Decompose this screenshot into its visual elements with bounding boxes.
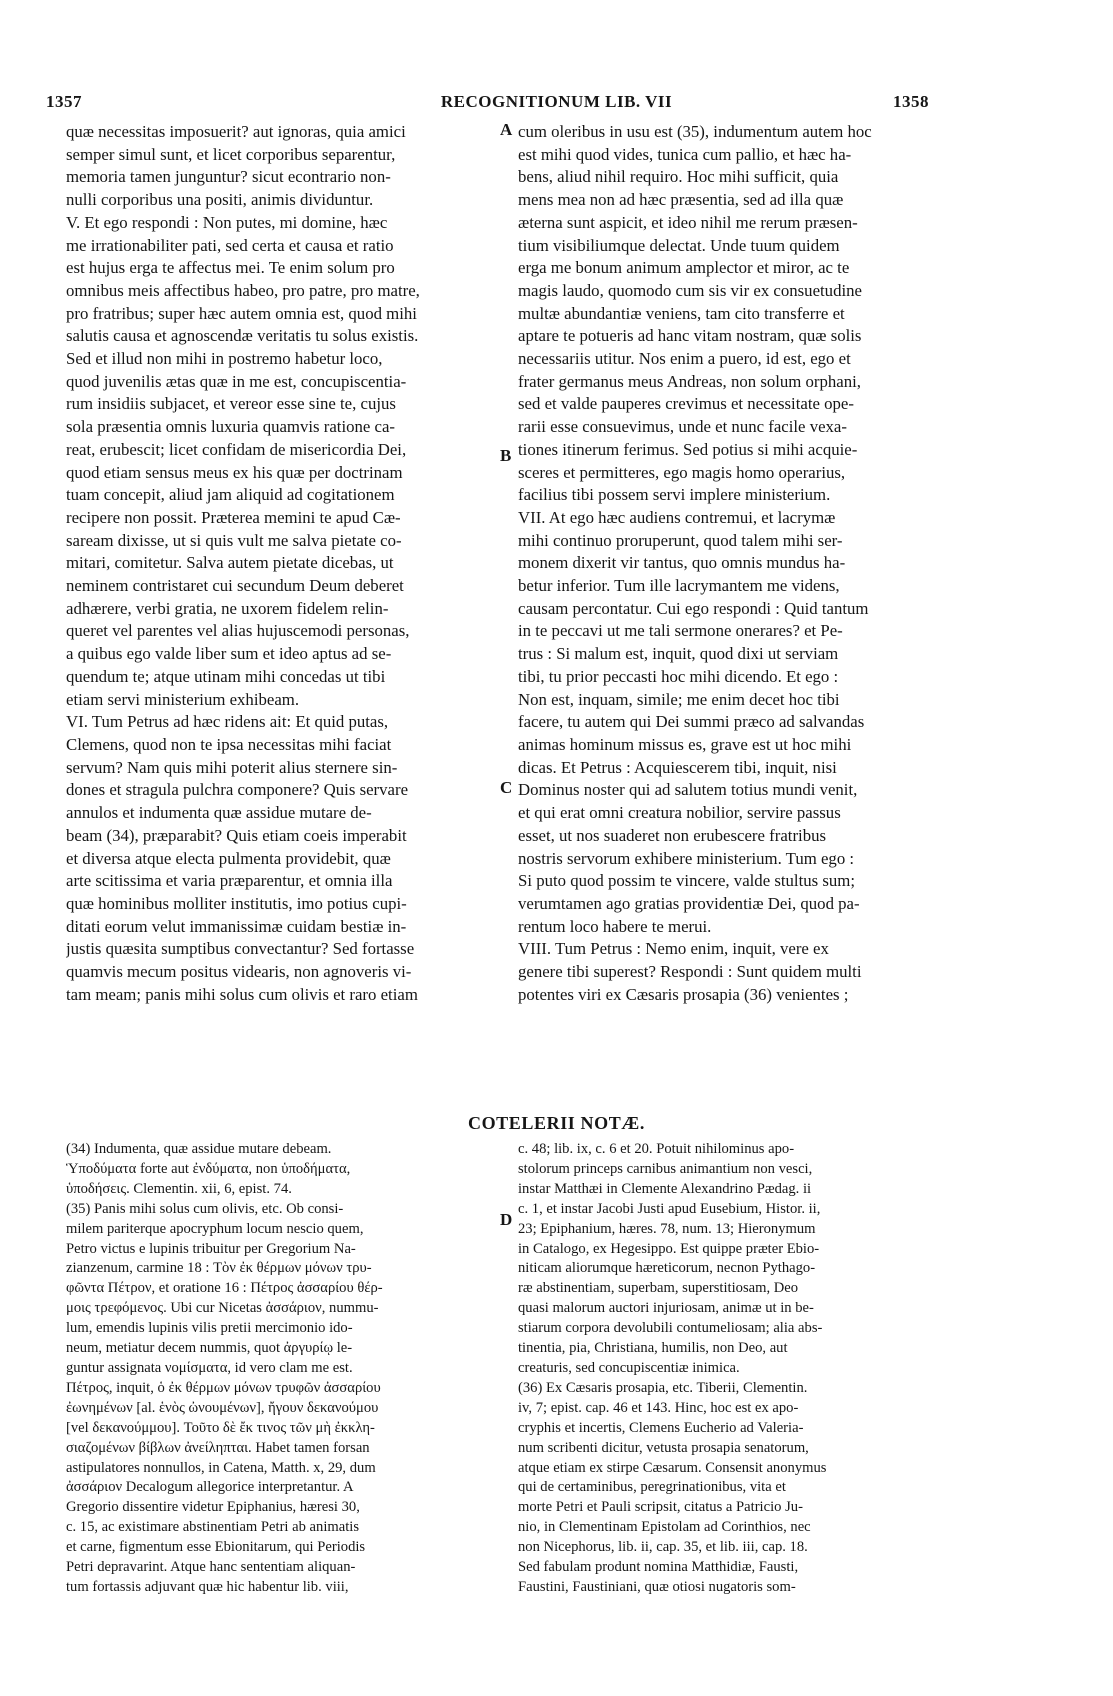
right-text-column [518, 121, 962, 1006]
note-line: ὑποδήσεις. Clementin. xii, 6, epist. 74. [66, 1180, 292, 1197]
note-line: stiarum corpora devolubili contumeliosam; alia abs- [518, 1320, 823, 1337]
text-line: semper simul sunt, et licet corporibus separentur, [66, 144, 396, 164]
text-line: a quibus ego valde liber sum et ideo aptus ad se- [66, 644, 392, 664]
text-line: justis quæsita sumptibus convectantur? Sed fortasse [66, 939, 415, 959]
note-line: Ὑποδύματα forte aut ἐνδύματα, non ὑποδήματα, [66, 1160, 351, 1177]
note-line: stolorum princeps carnibus animantium non vesci, [518, 1160, 813, 1177]
note-line: c. 1, et instar Jacobi Justi apud Eusebium, Histor. ii, [518, 1200, 821, 1217]
text-line: nostris servorum exhibere ministerium. Tum ego : [518, 848, 855, 868]
text-line: causam percontatur. Cui ego respondi : Quid tantum [518, 598, 869, 618]
text-line: frater germanus meus Andreas, non solum orphani, [518, 371, 861, 391]
text-line: etiam servi ministerium exhibeam. [66, 689, 300, 709]
note-line: neum, metiatur decem nummis, quot ἀργυρίῳ le- [66, 1340, 353, 1357]
note-line: (36) Ex Cæsaris prosapia, etc. Tiberii, Clementin. [518, 1379, 808, 1396]
text-line: tibi, tu prior peccasti hoc mihi dicendo. Et ego : [518, 666, 839, 686]
note-line: nio, in Clementinam Epistolam ad Corinthios, nec [518, 1519, 811, 1536]
section-marker-a: A [500, 120, 513, 139]
text-line: mitari, comitetur. Salva autem pietate dicebas, ut [66, 553, 394, 573]
text-line: queret vel parentes vel alias hujuscemodi personas, [66, 621, 410, 641]
note-line: ἀσσάριον Decalogum allegorice interpretantur. A [66, 1479, 354, 1496]
text-line: tium visibiliumque delectat. Unde tuum quidem [518, 235, 840, 255]
text-line: verumtamen ago gratias providentiæ Dei, quod pa- [518, 893, 860, 913]
text-line: annulos et indumenta quæ assidue mutare de- [66, 803, 372, 823]
note-line: milem pariterque apocryphum locum nescio quem, [66, 1220, 364, 1237]
note-line: non Nicephorus, lib. ii, cap. 35, et lib. iii, cap. 18. [518, 1539, 808, 1556]
text-line: arte scitissima et varia præparentur, et omnia illa [66, 871, 393, 891]
text-line: sceres et permitteres, ego magis homo operarius, [518, 462, 846, 482]
text-line: VII. At ego hæc audiens contremui, et lacrymæ [518, 507, 836, 527]
section-marker-c: C [500, 778, 513, 797]
text-line: facere, tu autem qui Dei summi præco ad salvandas [518, 712, 865, 732]
note-line: c. 48; lib. ix, c. 6 et 20. Potuit nihilominus apo- [518, 1141, 795, 1157]
left-text-column [66, 121, 492, 1006]
text-line: necessariis utitur. Nos enim a puero, id est, ego et [518, 349, 851, 369]
note-line: in Catalogo, ex Hegesippo. Est quippe præter Ebio- [518, 1240, 820, 1257]
text-line: mens mea non ad hæc præsentia, sed ad illa quæ [518, 190, 844, 210]
note-line: qui de certaminibus, peregrinationibus, vita et [518, 1479, 786, 1496]
text-line: servum? Nam quis mihi poterit alius sternere sin- [66, 757, 398, 777]
text-line: sola præsentia omnis luxuria quamvis ratione ca- [66, 417, 396, 437]
text-line: et diversa atque electa pulmenta providebit, quæ [66, 848, 391, 868]
text-line: quod etiam sensus meus ex his quæ per doctrinam [66, 462, 403, 482]
text-line: reat, erubescit; licet confidam de misericordia Dei, [66, 439, 407, 459]
note-line: quasi malorum auctori injuriosam, animæ ut in be- [518, 1300, 814, 1317]
note-line: zianzenum, carmine 18 : Τὸν ἐκ θέρμων μόνων τρυ- [66, 1260, 372, 1277]
text-line: æterna sunt aspicit, et ideo nihil me rerum præsen- [518, 212, 858, 232]
note-line: atque etiam ex stirpe Cæsarum. Consensit anonymus [518, 1459, 827, 1476]
text-line: tiones itinerum ferimus. Sed potius si mihi acquie- [518, 439, 858, 459]
note-line: tum fortassis adjuvant quæ hic habentur lib. viii, [66, 1578, 349, 1595]
note-line: morte Petri et Pauli scripsit, citatus a Patricio Ju- [518, 1499, 803, 1516]
note-line: niticam aliorumque hæreticorum, necnon Pythago- [518, 1260, 816, 1277]
text-line: genere tibi superest? Respondi : Sunt quidem multi [518, 962, 862, 982]
notes-heading: COTELERII NOTÆ. [467, 1113, 646, 1133]
text-line: Clemens, quod non te ipsa necessitas mihi faciat [66, 734, 392, 754]
text-line: magis laudo, quomodo cum sis vir ex consuetudine [518, 280, 862, 300]
text-line: VI. Tum Petrus ad hæc ridens ait: Et quid putas, [66, 712, 389, 732]
text-line: omnibus meis affectibus habeo, pro patre, pro matre, [66, 280, 420, 300]
text-line: quod juvenilis ætas quæ in me est, concupiscentia- [66, 371, 407, 391]
note-line: ræ abstinentiam, superbam, superstitiosam, Deo [518, 1280, 799, 1297]
text-line: bens, aliud nihil requiro. Hoc mihi sufficit, quia [518, 167, 839, 187]
text-line: Sed et illud non mihi in postremo habetur loco, [66, 349, 383, 369]
text-line: aptare te potueris ad hanc vitam nostram, quæ solis [518, 326, 862, 346]
note-line: lum, emendis lupinis vilis pretii mercimonio ido- [66, 1320, 353, 1337]
note-line: Gregorio dissentire videtur Epiphanius, hæresi 30, [66, 1499, 360, 1516]
note-line: c. 15, ac existimare abstinentiam Petri ab animatis [66, 1519, 360, 1536]
text-line: rarii esse consuevimus, unde et nunc facile vexa- [518, 417, 847, 437]
note-line: tinentia, pia, Christiana, humilis, non Deo, aut [518, 1340, 788, 1357]
text-line: Si puto quod possim te vincere, valde stultus sum; [518, 871, 856, 891]
text-line: facilius tibi possem servi implere ministerium. [518, 485, 831, 505]
text-line: erga me bonum animum amplector et miror, ac te [518, 258, 850, 278]
text-line: betur inferior. Tum ille lacrymantem me videns, [518, 576, 840, 596]
note-line: σιαζομένων βίβλων ἀνείληπται. Habet tamen forsan [66, 1439, 370, 1456]
page-number-left: 1357 [46, 92, 82, 111]
note-line: [vel δεκανούμμου]. Τοῦτο δὲ ἔκ τινος τῶν μὴ ἐκκλη- [66, 1419, 375, 1436]
text-line: quæ hominibus molliter institutis, imo potius cupi- [66, 893, 407, 913]
text-line: mihi continuo proruperunt, quod talem mihi ser- [518, 530, 843, 550]
text-line: V. Et ego respondi : Non putes, mi domine, hæc [66, 212, 388, 232]
text-line: beam (34), præparabit? Quis etiam coeis imperabit [66, 825, 407, 845]
text-line: rum insidiis subjacet, et vereor esse sine te, cujus [66, 394, 396, 414]
text-line: animas hominum missus es, grave est ut hoc mihi [518, 734, 852, 754]
text-line: est mihi quod vides, tunica cum pallio, et hæc ha- [518, 144, 852, 164]
text-line: potentes viri ex Cæsaris prosapia (36) venientes ; [518, 984, 849, 1004]
text-line: me irrationabiliter pati, sed certa et causa et ratio [66, 235, 394, 255]
text-line: neminem contristaret cui secundum Deum deberet [66, 576, 404, 596]
text-line: monem dixerit vir tantus, quo omnis mundus ha- [518, 553, 846, 573]
text-line: quamvis mecum positus videaris, non agnoveris vi- [66, 962, 412, 982]
text-line: saream dixisse, ut si quis vult me salva pietate co- [66, 530, 402, 550]
text-line: multæ abundantiæ veniens, tam cito transferre et [518, 303, 845, 323]
text-line: Dominus noster qui ad salutem totius mundi venit, [518, 780, 858, 800]
text-line: esset, ut nos suaderet non erubescere fratribus [518, 825, 827, 845]
text-line: Non est, inquam, simile; me enim decet hoc tibi [518, 689, 840, 709]
text-line: tuam concepit, aliud jam aliquid ad cogitationem [66, 485, 395, 505]
note-line: Petri depravarint. Atque hanc sententiam aliquan- [66, 1559, 356, 1576]
text-line: ditati eorum velut immanissimæ cuidam bestiæ in- [66, 916, 407, 936]
note-line: (35) Panis mihi solus cum olivis, etc. Ob consi- [66, 1200, 344, 1217]
text-line: trus : Si malum est, inquit, quod dixi ut serviam [518, 644, 839, 664]
text-line: nulli corporibus una positi, animis dividuntur. [66, 190, 374, 210]
note-line: (34) Indumenta, quæ assidue mutare debeam. [66, 1141, 332, 1157]
text-line: adhærere, verbi gratia, ne uxorem fidelem relin- [66, 598, 389, 618]
note-line: cryphis et incertis, Clemens Eucherio ad Valeria- [518, 1419, 804, 1436]
text-line: est hujus erga te affectus mei. Te enim solum pro [66, 258, 395, 278]
text-line: in te peccavi ut me tali sermone onerares? et Pe- [518, 621, 843, 641]
text-line: dones et stragula pulchra componere? Quis servare [66, 780, 409, 800]
text-line: quæ necessitas imposuerit? aut ignoras, quia amici [66, 122, 406, 141]
note-line: astipulatores nonnullos, in Catena, Matth. x, 29, dum [66, 1459, 376, 1476]
page-number-right: 1358 [893, 92, 929, 111]
text-line: VIII. Tum Petrus : Nemo enim, inquit, vere ex [518, 939, 829, 959]
section-marker-d: D [500, 1210, 513, 1229]
text-line: memoria tamen junguntur? sicut econtrario non- [66, 167, 391, 187]
text-line: salutis causa et agnoscendæ veritatis tu solus existis. [66, 326, 419, 346]
text-line: pro fratribus; super hæc autem omnia est, quod mihi [66, 303, 417, 323]
note-line: iv, 7; epist. cap. 46 et 143. Hinc, hoc est ex apo- [518, 1399, 799, 1416]
note-line: creaturis, sed concupiscentiæ inimica. [518, 1359, 740, 1376]
text-line: cum oleribus in usu est (35), indumentum autem hoc [518, 122, 872, 141]
notes-left-column [66, 1140, 492, 1598]
note-line: et carne, figmentum esse Ebionitarum, qui Periodis [66, 1539, 366, 1556]
text-line: et qui erat omni creatura nobilior, servire passus [518, 803, 841, 823]
note-line: Sed fabulam produnt nomina Matthidiæ, Fausti, [518, 1559, 799, 1576]
note-line: μοις τρεφόμενος. Ubi cur Nicetas ἀσσάριον, nummu- [66, 1300, 379, 1317]
note-line: φῶντα Πέτρον, et oratione 16 : Πέτρος ἀσσαρίου θέρ- [66, 1280, 383, 1297]
note-line: 23; Epiphanium, hæres. 78, num. 13; Hieronymum [518, 1220, 816, 1237]
note-line: num scribenti dicitur, vetusta prosapia senatorum, [518, 1439, 809, 1456]
text-line: recipere non possit. Præterea memini te apud Cæ- [66, 507, 401, 527]
note-line: Πέτρος, inquit, ὁ ἐκ θέρμων μόνων τρυφῶν ἀσσαρίου [66, 1379, 381, 1396]
text-line: dicas. Et Petrus : Acquiescerem tibi, inquit, nisi [518, 757, 837, 777]
section-marker-b: B [500, 446, 512, 465]
note-line: instar Matthæi in Clemente Alexandrino Pædag. ii [518, 1180, 812, 1197]
text-line: sed et valde pauperes crevimus et necessitate ope- [518, 394, 854, 414]
notes-right-column [518, 1140, 962, 1598]
text-line: rentum loco habere te merui. [518, 916, 712, 936]
text-line: tam meam; panis mihi solus cum olivis et raro etiam [66, 984, 418, 1004]
running-title: RECOGNITIONUM LIB. VII [440, 92, 673, 111]
note-line: Petro victus e lupinis tribuitur per Gregorium Na- [66, 1240, 356, 1257]
note-line: ἐωνημένων [al. ἑνὸς ὠνουμένων], ἤγουν δεκανούμου [66, 1399, 379, 1416]
text-line: quendum te; atque utinam mihi concedas ut tibi [66, 666, 386, 686]
note-line: Faustini, Faustiniani, quæ otiosi nugatoris som- [518, 1578, 796, 1595]
note-line: guntur assignata νομίσματα, id vero clam me est. [66, 1359, 353, 1376]
